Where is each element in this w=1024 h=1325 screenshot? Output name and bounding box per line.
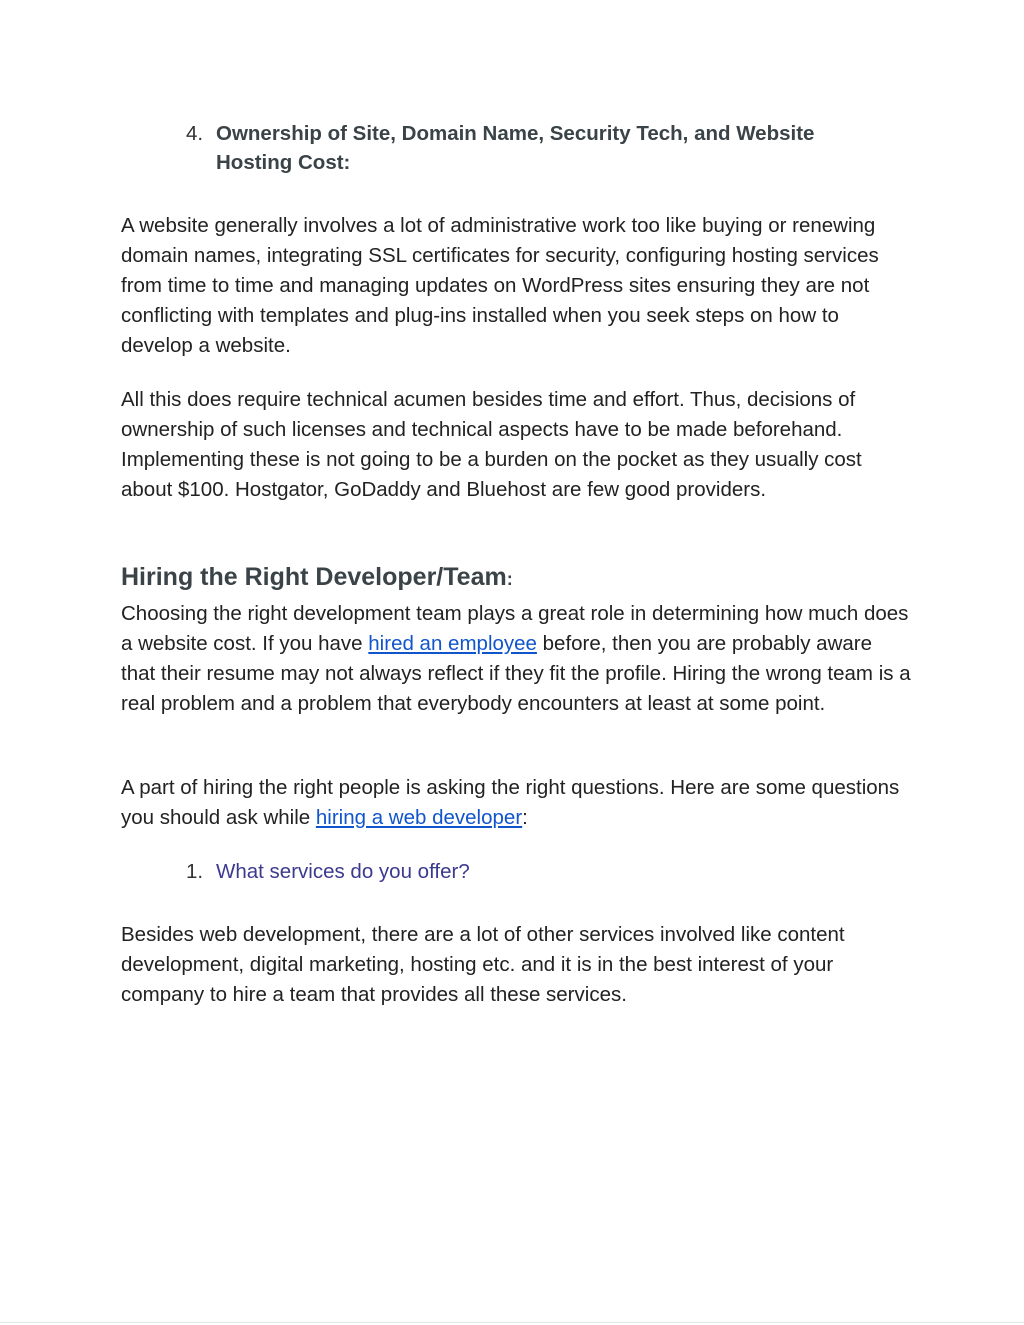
paragraph-right-questions (121, 773, 911, 833)
section-heading-colon: : (506, 569, 513, 589)
paragraph-text-before-link: A part of hiring the right people is asking the right questions. Here are some questions you should ask while (121, 776, 900, 829)
hired-an-employee-link[interactable]: hired an employee (368, 632, 537, 655)
list-item-text-line2: Hosting Cost: (216, 151, 351, 174)
paragraph-text-after-link: before, then you are probably aware that their resume may not always reflect if they fit the profile. Hiring the wrong team is a real problem and a problem that everybody encounters at least at some point. (121, 632, 911, 715)
section-heading-text: Hiring the Right Developer/Team (121, 563, 507, 591)
paragraph-development-team (121, 599, 911, 719)
paragraph-administrative-work: A website generally involves a lot of administrative work too like buying or renewing domain names, integrating SSL certificates for security, configuring hosting services from time to time and managing updates on WordPress sites ensuring they are not conflicting with templates and plug-ins installed when you seek steps on how to develop a website. (121, 214, 879, 357)
list-item-text (216, 119, 896, 177)
list-item-text-line1: Ownership of Site, Domain Name, Security Tech, and Website (216, 122, 815, 145)
paragraph-technical-acumen: All this does require technical acumen besides time and effort. Thus, decisions of ownership of such licenses and technical aspects have to be made beforehand. Implementing these is not going to be a burden on the pocket as they usually cost about $100. Hostgator, GoDaddy and Bluehost are few good providers. (121, 388, 862, 501)
list-item-text: What services do you offer? (216, 860, 470, 883)
section-heading (121, 561, 513, 595)
paragraph-other-services: Besides web development, there are a lot of other services involved like content development, digital marketing, hosting etc. and it is in the best interest of your company to hire a team that provides all these services. (121, 923, 845, 1006)
page-bottom-divider (0, 1322, 1024, 1323)
paragraph-text-before-link: Choosing the right development team plays a great role in determining how much does a website cost. If you have (121, 602, 909, 655)
list-number: 4. (186, 122, 204, 145)
list-number: 1. (186, 860, 204, 883)
paragraph-text-after-link: : (522, 806, 528, 829)
hiring-a-web-developer-link[interactable]: hiring a web developer (315, 806, 523, 829)
